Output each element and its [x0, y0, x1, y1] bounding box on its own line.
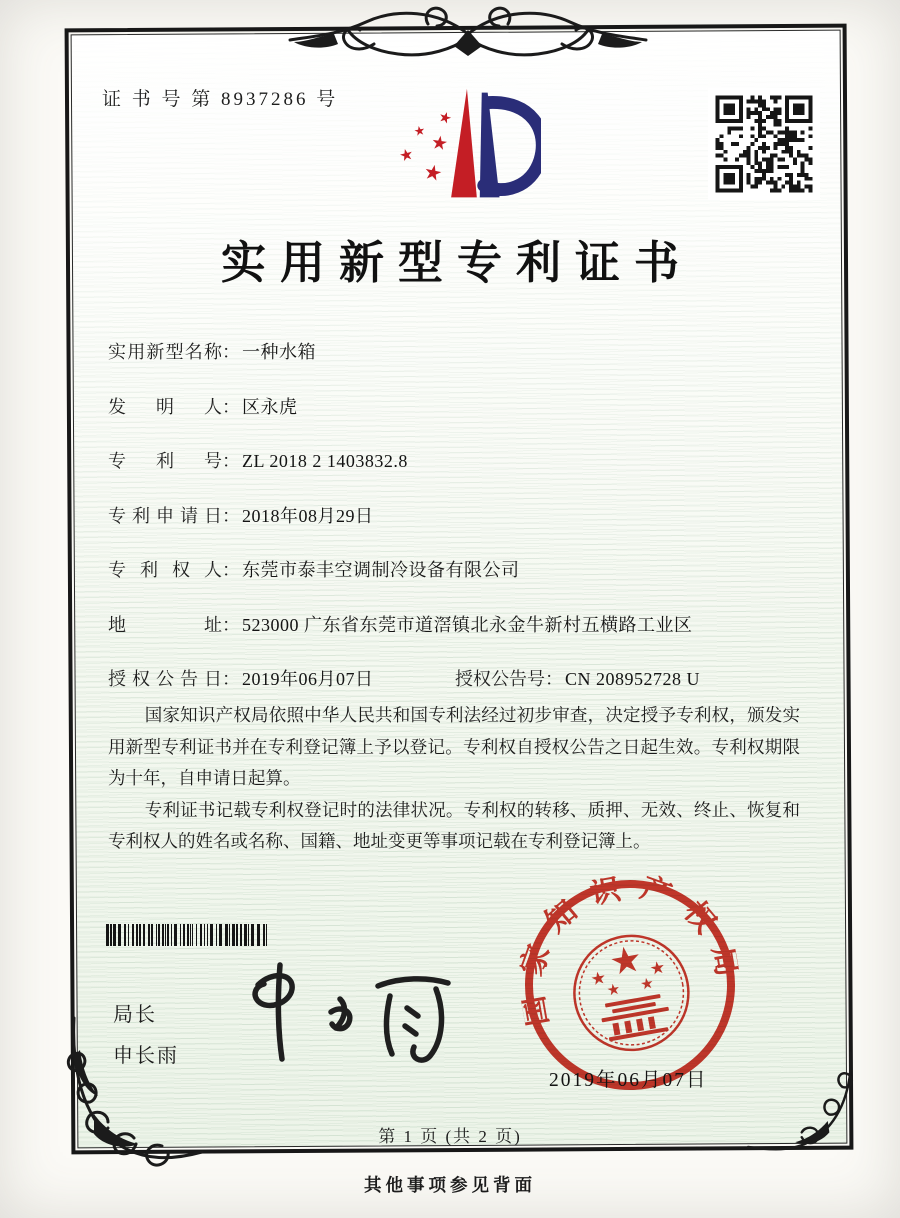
barcode — [106, 924, 348, 946]
field-value: 2018年08月29日 — [242, 505, 374, 526]
field-row-address — [108, 611, 808, 636]
field-label: 实用新型名称 — [108, 342, 222, 362]
field-colon: ： — [222, 451, 240, 471]
page-info: 第 1 页 (共 2 页) — [378, 1127, 522, 1146]
grant-date-label: 授权公告日 — [108, 669, 222, 689]
field-label: 专利申请日 — [108, 505, 222, 526]
svg-text:★: ★ — [412, 122, 427, 140]
field-row-filing-date — [108, 502, 808, 527]
commissioner-name: 申长雨 — [113, 1045, 179, 1067]
field-colon: ： — [222, 396, 240, 417]
seal-date: 2019年06月07日 — [549, 1070, 708, 1091]
cnipa-logo — [383, 76, 541, 214]
commissioner-signature — [228, 955, 478, 1067]
field-label: 地址 — [108, 614, 222, 635]
svg-text:★: ★ — [639, 975, 655, 992]
svg-text:★: ★ — [649, 958, 666, 979]
field-list — [108, 338, 808, 720]
field-colon: ： — [222, 505, 240, 526]
svg-text:★: ★ — [436, 108, 454, 129]
field-value: ZL 2018 2 1403832.8 — [242, 451, 408, 471]
field-colon: ： — [222, 669, 240, 689]
certificate-title: 实用新型专利证书 — [220, 238, 693, 288]
field-row-patentee — [108, 556, 808, 581]
logo-stars — [398, 109, 454, 186]
national-emblem-icon — [565, 927, 697, 1059]
field-row-grant — [108, 665, 808, 690]
field-row-utility-model-name — [108, 338, 808, 363]
field-value: 一种水箱 — [242, 342, 316, 362]
legal-paragraph-1: 国家知识产权局依照中华人民共和国专利法经过初步审查，决定授予专利权，颁发实用新型专利证书并在专利登记簿上予以登记。专利权自授权公告之日起生效。专利权期限为十年，自申请日起算。 — [108, 705, 800, 788]
svg-text:★: ★ — [397, 145, 416, 166]
field-value: 523000 广东省东莞市道滘镇北永金牛新村五横路工业区 — [242, 614, 693, 635]
svg-text:★: ★ — [429, 131, 450, 155]
field-value: 东莞市泰丰空调制冷设备有限公司 — [242, 560, 520, 580]
grant-number-label: 授权公告号 — [455, 669, 545, 689]
seal-ring-text: 国家知识产权局 — [513, 870, 747, 1029]
svg-text:★: ★ — [421, 159, 445, 187]
footer-note: 其他事项参见背面 — [364, 1175, 536, 1195]
field-row-inventor — [108, 393, 808, 418]
svg-text:★: ★ — [590, 969, 607, 989]
grant-date-value: 2019年06月07日 — [242, 669, 374, 689]
field-label: 发明人 — [108, 396, 222, 417]
field-colon: ： — [222, 342, 240, 362]
logo-red-wedge — [451, 89, 477, 198]
signoff-block — [113, 998, 179, 1080]
legal-text-block — [108, 700, 800, 858]
field-row-patent-number — [108, 447, 808, 472]
legal-paragraph-2: 专利证书记载专利权登记时的法律状况。专利权的转移、质押、无效、终止、恢复和专利权人的姓名或名称、国籍、地址变更等事项记载在专利登记簿上。 — [108, 799, 800, 851]
field-label: 专利号 — [108, 451, 222, 471]
field-value: 区永虎 — [242, 396, 298, 417]
grant-number-value: CN 208952728 U — [565, 669, 701, 689]
svg-text:★: ★ — [606, 981, 621, 998]
certificate-number: 证 书 号 第 8937286 号 — [102, 89, 339, 110]
field-colon: ： — [222, 560, 240, 580]
field-colon: ： — [222, 614, 240, 635]
qr-code — [708, 88, 820, 200]
commissioner-title: 局长 — [113, 1004, 157, 1026]
svg-text:★: ★ — [608, 940, 643, 981]
field-label: 专利权人 — [108, 560, 222, 580]
field-colon: ： — [545, 669, 563, 689]
